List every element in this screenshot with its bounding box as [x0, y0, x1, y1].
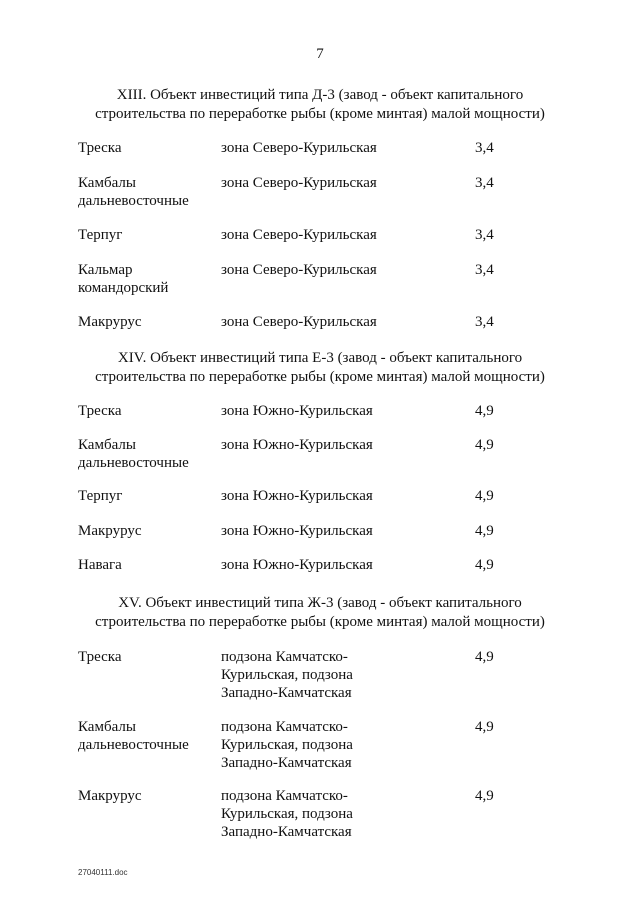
zone-name: Курильская, подзона: [221, 667, 353, 683]
species-name: командорский: [78, 280, 169, 296]
species-name: Камбалы: [78, 437, 136, 453]
species-name: дальневосточные: [78, 737, 189, 753]
species-name: Макрурус: [78, 523, 142, 539]
species-name: Макрурус: [78, 788, 142, 804]
coefficient-value: 4,9: [475, 403, 494, 419]
section-title-line: строительства по переработке рыбы (кроме минтая) малой мощности): [95, 614, 545, 630]
species-cell: [78, 174, 218, 210]
section-title-line: строительства по переработке рыбы (кроме минтая) малой мощности): [95, 106, 545, 122]
zone-name: зона Южно-Курильская: [221, 403, 373, 419]
coefficient-value: 4,9: [475, 523, 494, 539]
page-number: 7: [316, 46, 324, 62]
species-name: Треска: [78, 403, 122, 419]
species-name: дальневосточные: [78, 455, 189, 471]
section-title: [0, 594, 640, 632]
species-name: Треска: [78, 140, 122, 156]
zone-name: подзона Камчатско-: [221, 788, 348, 804]
section-title-line: XIV. Объект инвестиций типа Е-3 (завод - объект капитального: [117, 350, 523, 366]
zone-cell: [221, 436, 391, 454]
zone-name: зона Северо-Курильская: [221, 140, 377, 156]
zone-name: зона Южно-Курильская: [221, 437, 373, 453]
document-filename: 27040111.doc: [78, 868, 128, 877]
section-title: [0, 86, 640, 124]
zone-name: Курильская, подзона: [221, 806, 353, 822]
zone-cell: [221, 139, 391, 157]
zone-name: Западно-Камчатская: [221, 755, 352, 771]
species-cell: [78, 718, 218, 754]
zone-cell: [221, 487, 391, 505]
species-name: Камбалы: [78, 175, 136, 191]
zone-name: зона Южно-Курильская: [221, 523, 373, 539]
species-name: Навага: [78, 557, 122, 573]
species-cell: [78, 436, 218, 472]
zone-name: подзона Камчатско-: [221, 719, 348, 735]
species-name: Терпуг: [78, 227, 123, 243]
zone-name: зона Северо-Курильская: [221, 262, 377, 278]
coefficient-value: 4,9: [475, 649, 494, 665]
zone-name: зона Северо-Курильская: [221, 227, 377, 243]
zone-name: зона Южно-Курильская: [221, 488, 373, 504]
zone-cell: [221, 174, 391, 192]
coefficient-value: 4,9: [475, 437, 494, 453]
section-title-line: строительства по переработке рыбы (кроме минтая) малой мощности): [95, 369, 545, 385]
coefficient-value: 4,9: [475, 557, 494, 573]
zone-name: зона Южно-Курильская: [221, 557, 373, 573]
zone-cell: [221, 402, 391, 420]
coefficient-value: 3,4: [475, 314, 494, 330]
species-cell: [78, 139, 218, 157]
species-name: Макрурус: [78, 314, 142, 330]
species-cell: [78, 487, 218, 505]
species-cell: [78, 556, 218, 574]
zone-cell: [221, 261, 391, 279]
species-cell: [78, 787, 218, 805]
zone-cell: [221, 718, 391, 772]
coefficient-value: 3,4: [475, 262, 494, 278]
species-cell: [78, 402, 218, 420]
species-cell: [78, 648, 218, 666]
species-cell: [78, 313, 218, 331]
coefficient-value: 3,4: [475, 175, 494, 191]
zone-cell: [221, 313, 391, 331]
species-name: Терпуг: [78, 488, 123, 504]
species-cell: [78, 261, 218, 297]
zone-cell: [221, 226, 391, 244]
zone-cell: [221, 648, 391, 702]
zone-name: зона Северо-Курильская: [221, 175, 377, 191]
coefficient-value: 3,4: [475, 140, 494, 156]
section-title-line: XV. Объект инвестиций типа Ж-3 (завод - объект капитального: [118, 595, 522, 611]
zone-cell: [221, 556, 391, 574]
coefficient-value: 4,9: [475, 488, 494, 504]
zone-name: зона Северо-Курильская: [221, 314, 377, 330]
species-name: Камбалы: [78, 719, 136, 735]
species-cell: [78, 226, 218, 244]
species-name: Треска: [78, 649, 122, 665]
species-cell: [78, 522, 218, 540]
zone-name: Западно-Камчатская: [221, 824, 352, 840]
species-name: дальневосточные: [78, 193, 189, 209]
zone-cell: [221, 787, 391, 841]
section-title-line: XIII. Объект инвестиций типа Д-3 (завод - объект капитального: [116, 87, 524, 103]
zone-name: Курильская, подзона: [221, 737, 353, 753]
zone-cell: [221, 522, 391, 540]
zone-name: подзона Камчатско-: [221, 649, 348, 665]
coefficient-value: 3,4: [475, 227, 494, 243]
section-title: [0, 349, 640, 387]
coefficient-value: 4,9: [475, 788, 494, 804]
species-name: Кальмар: [78, 262, 133, 278]
zone-name: Западно-Камчатская: [221, 685, 352, 701]
coefficient-value: 4,9: [475, 719, 494, 735]
